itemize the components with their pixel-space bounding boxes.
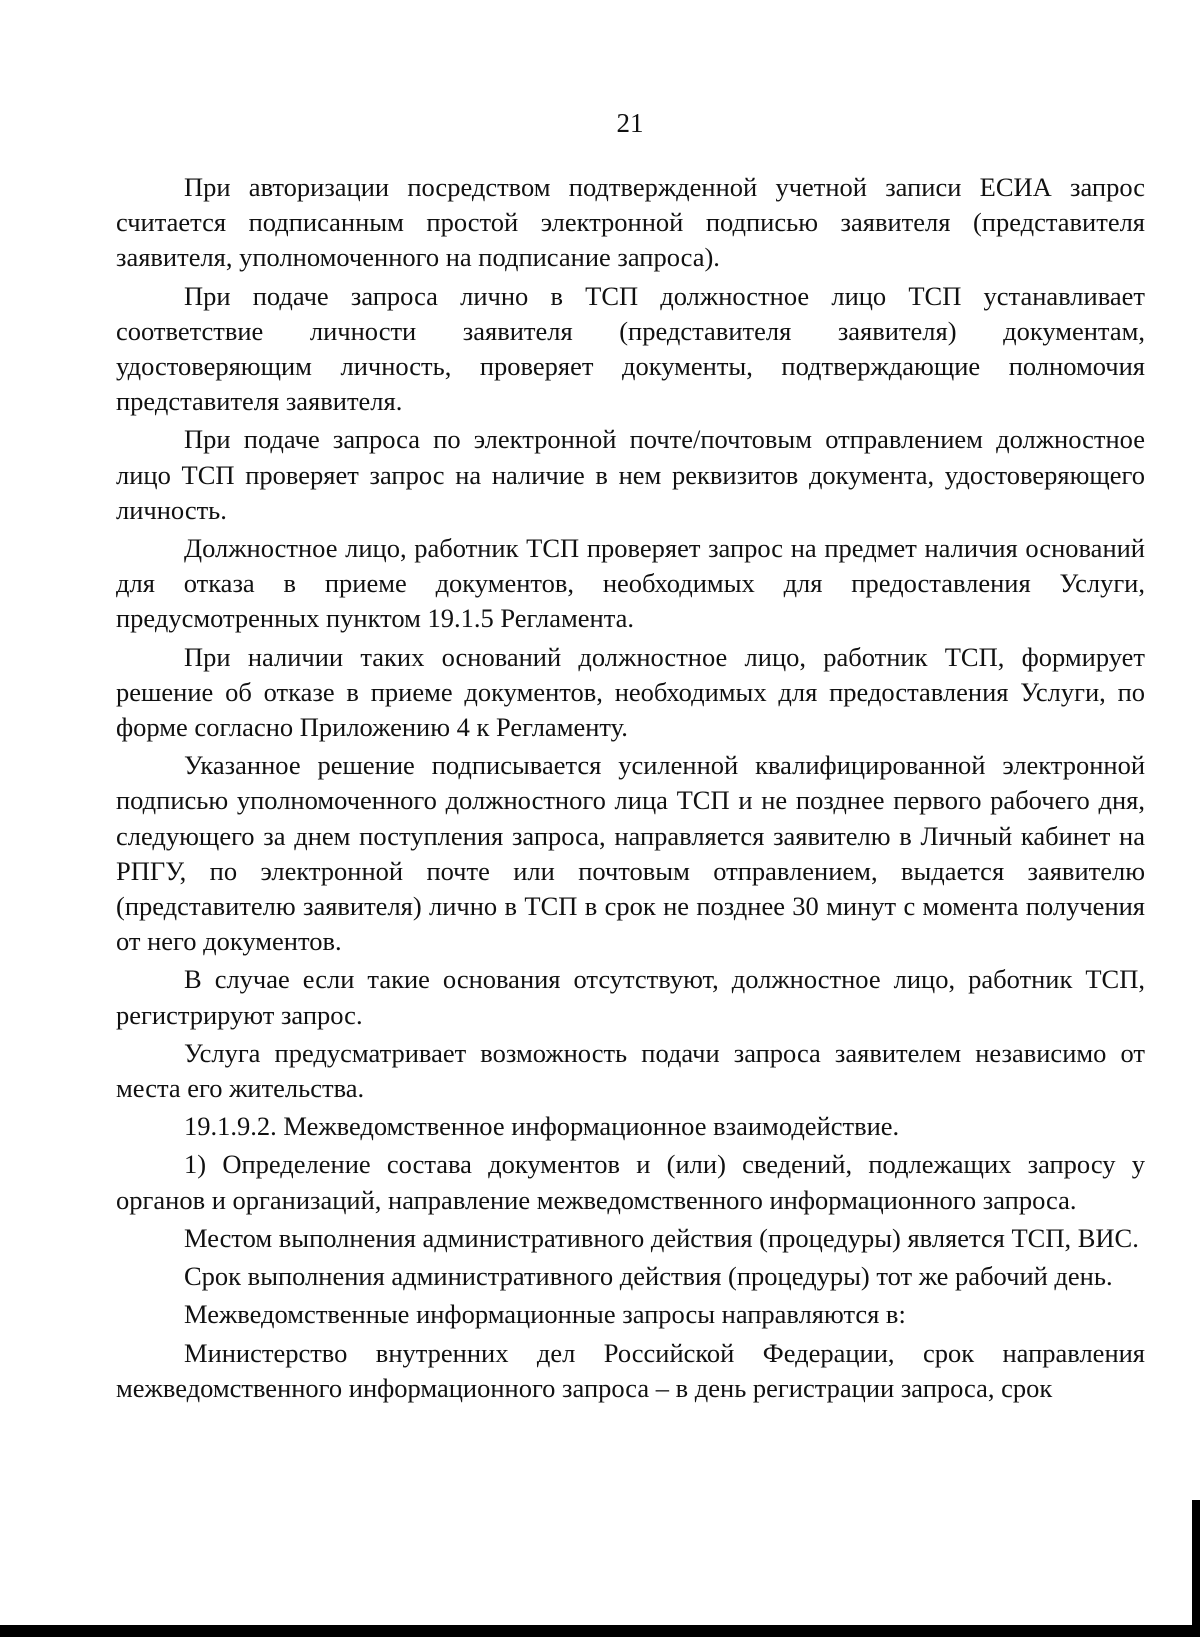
scan-border-bottom xyxy=(0,1625,1200,1637)
paragraph: Министерство внутренних дел Российской Федерации, срок направления межведомственного информационного запроса – в день регистрации запроса, срок xyxy=(116,1337,1145,1403)
paragraph: Должностное лицо, работник ТСП проверяет запрос на предмет наличия оснований для отказа в приеме документов, необходимых для предоставления Услуги, предусмотренных пунктом 19.1.5 Регламента. xyxy=(116,533,1145,634)
paragraph: В случае если такие основания отсутствуют, должностное лицо, работник ТСП, регистрируют запрос. xyxy=(116,964,1145,1030)
document-body xyxy=(116,170,1145,1409)
page-number: 21 xyxy=(616,108,644,138)
paragraph: Указанное решение подписывается усиленной квалифицированной электронной подписью уполномоченного должностного лица ТСП и не позднее первого рабочего дня, следующего за днем поступления запроса, направляется заявителю в Личный кабинет на РПГУ, по электронной почте или почтовым отправлением, выдается заявителю (представителю заявителя) лично в ТСП в срок не позднее 30 минут с момента получения от него документов. xyxy=(116,750,1145,957)
paragraph: При подаче запроса лично в ТСП должностное лицо ТСП устанавливает соответствие личности заявителя (представителя заявителя) документам, удостоверяющим личность, проверяет документы, подтверждающие полномочия представителя заявителя. xyxy=(116,280,1145,417)
paragraph: 1) Определение состава документов и (или) сведений, подлежащих запросу у органов и организаций, направление межведомственного информационного запроса. xyxy=(116,1149,1145,1215)
scan-border-right xyxy=(1192,1500,1200,1637)
paragraph: Срок выполнения административного действия (процедуры) тот же рабочий день. xyxy=(184,1261,1113,1292)
paragraph: Услуга предусматривает возможность подачи запроса заявителем независимо от места его жительства. xyxy=(116,1037,1145,1104)
paragraph: При подаче запроса по электронной почте/почтовым отправлением должностное лицо ТСП проверяет запрос на наличие в нем реквизитов документа, удостоверяющего личность. xyxy=(116,424,1145,525)
paragraph: При наличии таких оснований должностное лицо, работник ТСП, формирует решение об отказе в приеме документов, необходимых для предоставления Услуги, по форме согласно Приложению 4 к Регламенту. xyxy=(116,641,1145,743)
paragraph: Межведомственные информационные запросы направляются в: xyxy=(184,1299,906,1330)
paragraph: Местом выполнения административного действия (процедуры) является ТСП, ВИС. xyxy=(184,1222,1139,1253)
paragraph: 19.1.9.2. Межведомственное информационное взаимодействие. xyxy=(184,1111,900,1142)
paragraph: При авторизации посредством подтвержденной учетной записи ЕСИА запрос считается подписанным простой электронной подписью заявителя (представителя заявителя, уполномоченного на подписание запроса). xyxy=(116,172,1145,273)
